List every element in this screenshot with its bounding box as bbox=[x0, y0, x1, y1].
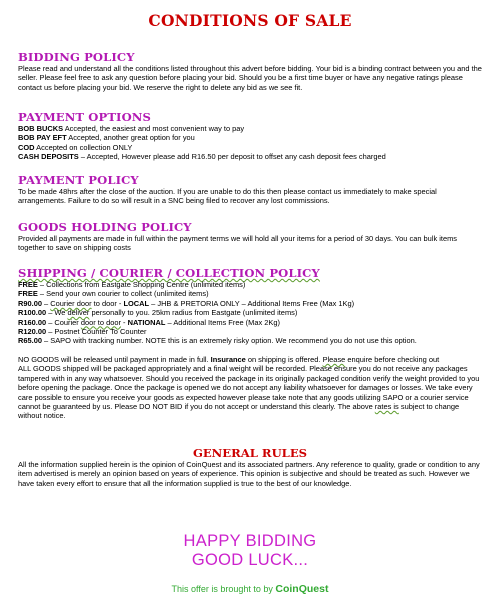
note-text: ALL GOODS shipped will be packaged appropriately and a final weight will be recorded. Please ensure you do not receive any packages tampered with in any way whatsoever. Should you received the package in its originally packaged condition verify the weight provided to you before opening the package. Once the package is opened we do not accept any liability whatsoever for damages or losses. We take every care possible to ensure you receive your goods as expected however please take note that any goods utilizing SAPO or a courier service cannot be guaranteed by us. Please DO NOT BID if you do not accept or understand this clearly. The above bbox=[18, 364, 480, 412]
note-text: on shipping is offered. bbox=[245, 355, 323, 364]
shipping-desc: – Send your own courier to collect (unlimited items) bbox=[37, 289, 209, 299]
shipping-zone: NATIONAL bbox=[127, 317, 166, 327]
shipping-zone: LOCAL bbox=[123, 298, 150, 308]
page-title: CONDITIONS OF SALE bbox=[148, 11, 352, 30]
shipping-desc: door to door bbox=[80, 317, 121, 327]
note-text: Please bbox=[322, 355, 346, 364]
good-luck-text: GOOD LUCK... bbox=[191, 551, 309, 569]
shipping-heading bbox=[18, 267, 482, 280]
payment-option-desc: – Accepted, However please add R16.50 per deposit to offset any cash deposit fees charged bbox=[78, 152, 386, 162]
payment-policy-heading: PAYMENT POLICY bbox=[18, 173, 139, 187]
shipping-desc: Courier door bbox=[50, 298, 92, 308]
shipping-price: FREE bbox=[18, 289, 38, 299]
payment-policy-text: To be made 48hrs after the close of the auction. If you are unable to do this then please contact us immediately to make special arrangements. Failure to do so will result in a SNC being filed to recover any lost commissions. bbox=[18, 187, 437, 206]
shipping-desc: – Postnet Counter To Counter bbox=[46, 327, 147, 337]
payment-option-bob-bucks bbox=[18, 124, 482, 133]
note-text: enquire before checking out bbox=[345, 355, 440, 364]
brought-by-label: This offer is brought to by bbox=[171, 584, 276, 594]
shipping-desc: – bbox=[41, 298, 51, 308]
payment-option-bob-pay-eft bbox=[18, 133, 482, 142]
shipping-section bbox=[18, 267, 482, 346]
shipping-price: R100.00 bbox=[18, 308, 47, 318]
shipping-desc: - bbox=[120, 317, 128, 327]
closing-section bbox=[18, 532, 482, 570]
shipping-line-personal-delivery bbox=[18, 308, 482, 317]
bidding-policy-text: Please read and understand all the conditions listed throughout this advert before bidding. Your bid is a binding contract between you and the seller. Please feel free to ask any question before placing your bid. Should you be a first time buyer or have any negative ratings please contact us before placing your bid. We reserve the right to delete any bid as we see fit. bbox=[18, 64, 482, 92]
shipping-heading-text: SHIPPING / COURIER / COLLECTION POLICY bbox=[18, 266, 320, 280]
shipping-line-sapo bbox=[18, 336, 482, 345]
happy-bidding-text: HAPPY BIDDING bbox=[183, 532, 317, 550]
shipping-price: R160.00 bbox=[18, 317, 47, 327]
payment-option-desc: Accepted, another great option for you bbox=[66, 133, 195, 143]
payment-option-name: CASH DEPOSITS bbox=[18, 152, 79, 162]
shipping-line-local-courier bbox=[18, 299, 482, 308]
shipping-desc: – We bbox=[46, 308, 68, 318]
shipping-price: R120.00 bbox=[18, 327, 47, 337]
payment-option-cash-deposits bbox=[18, 152, 482, 161]
shipping-desc: – JHB & PRETORIA ONLY – Additional Items Free (Max 1Kg) bbox=[149, 298, 355, 308]
goods-holding-heading: GOODS HOLDING POLICY bbox=[18, 220, 192, 234]
brought-by-text bbox=[18, 583, 482, 595]
goods-holding-section bbox=[18, 221, 482, 253]
payment-options-heading: PAYMENT OPTIONS bbox=[18, 110, 151, 124]
shipping-desc: – Collections from Eastgate Shopping Centre (unlimited items) bbox=[37, 280, 246, 289]
shipping-line-free-own-courier bbox=[18, 289, 482, 298]
goods-holding-text: Provided all payments are made in full within the payment terms we will hold all your items for a period of 30 days. You can bulk items together to save on shipping costs bbox=[18, 234, 458, 253]
brand-name: CoinQuest bbox=[275, 583, 329, 595]
payment-policy-section bbox=[18, 174, 482, 206]
shipping-desc: – SAPO with tracking number. NOTE this is an extremely risky option. We recommend you do not use this option. bbox=[41, 336, 417, 346]
note-text: rates is bbox=[374, 402, 399, 412]
shipping-line-national-courier bbox=[18, 318, 482, 327]
shipping-note-release bbox=[18, 355, 482, 364]
payment-option-cod bbox=[18, 143, 482, 152]
shipping-note-packaging bbox=[18, 364, 482, 420]
payment-option-name: BOB PAY EFT bbox=[18, 133, 67, 143]
shipping-price: R65.00 bbox=[18, 336, 42, 346]
shipping-price: FREE bbox=[18, 280, 38, 289]
payment-options-section bbox=[18, 111, 482, 162]
shipping-desc: – Courier bbox=[46, 317, 81, 327]
bidding-policy-section bbox=[18, 51, 482, 92]
payment-option-name: COD bbox=[18, 142, 35, 152]
payment-option-name: BOB BUCKS bbox=[18, 124, 64, 133]
shipping-desc: deliver bbox=[67, 308, 90, 318]
general-rules-text: All the information supplied herein is the opinion of CoinQuest and its associated partners. Any reference to quality, grade or condition to any item advertised is merely an opinion based on years of experience. This opinion is subjective and should be treated as such. However we have taken every effort to ensure that all the information supplied is true to the best of our knowledge. bbox=[18, 460, 480, 488]
general-rules-section bbox=[18, 447, 482, 488]
payment-option-desc: Accepted on collection ONLY bbox=[34, 142, 133, 152]
general-rules-heading: GENERAL RULES bbox=[192, 446, 308, 460]
shipping-price: R90.00 bbox=[18, 298, 42, 308]
shipping-notes bbox=[18, 355, 482, 421]
shipping-desc: to door - bbox=[91, 298, 124, 308]
shipping-line-postnet bbox=[18, 327, 482, 336]
bidding-policy-heading: BIDDING POLICY bbox=[18, 50, 135, 64]
note-text: NO GOODS will be released until payment in made in full. bbox=[18, 355, 211, 364]
note-text: subject to change without notice. bbox=[18, 402, 460, 421]
payment-option-desc: Accepted, the easiest and most convenient way to pay bbox=[63, 124, 245, 133]
shipping-desc: – Additional Items Free (Max 2Kg) bbox=[165, 317, 280, 327]
note-insurance: Insurance bbox=[210, 355, 246, 364]
shipping-desc: personally to you. 25km radius from Eastgate (unlimited items) bbox=[89, 308, 298, 318]
shipping-line-free-collection bbox=[18, 280, 482, 289]
brought-by-line bbox=[18, 583, 482, 595]
